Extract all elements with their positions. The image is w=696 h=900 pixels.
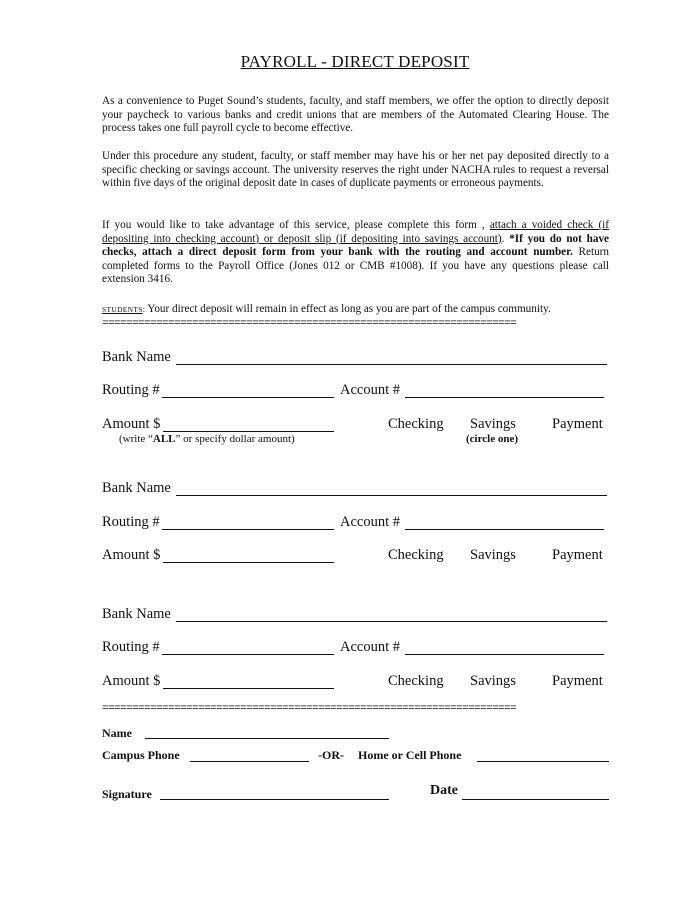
instructions-attach-note: attach a voided check (if depositing into checking account) or deposit slip (if depositing into savings account): [102, 219, 610, 245]
instructions-return: Return completed forms to the Payroll Office (Jones 012 or CMB #1008). If you have any questions please call extension 3416.: [102, 246, 610, 286]
students-colon: :: [142, 305, 145, 314]
campus-phone-label: Campus Phone: [102, 748, 180, 762]
date-label: Date: [430, 783, 458, 798]
amount-label: Amount $: [102, 416, 161, 432]
routing-label: Routing #: [102, 382, 160, 398]
students-label: STUDENTS: [102, 305, 143, 314]
routing-field-2[interactable]: [162, 529, 334, 530]
intro-paragraph: As a convenience to Puget Sound’s students, faculty, and staff members, we offer the option to directly deposit your paycheck to various banks and credit unions that are members of the Automated Clearing House. The process takes one full payroll cycle to become effective.: [102, 95, 609, 135]
checking-option[interactable]: Checking: [388, 416, 444, 432]
amount-field-1[interactable]: [163, 431, 334, 432]
page-title: PAYROLL - DIRECT DEPOSIT: [240, 52, 470, 71]
students-text: Your direct deposit will remain in effect as long as you are part of the campus community.: [147, 303, 551, 315]
payment-option[interactable]: Payment: [552, 416, 603, 432]
payment-option[interactable]: Payment: [552, 547, 603, 563]
bank-name-label: Bank Name: [102, 349, 171, 365]
name-field[interactable]: [145, 738, 389, 739]
savings-option[interactable]: Savings: [470, 416, 516, 432]
students-note: [102, 303, 551, 315]
account-field-1[interactable]: [405, 397, 604, 398]
instructions-period: .: [501, 232, 510, 245]
home-cell-phone-field[interactable]: [477, 761, 609, 762]
bank-name-field-1[interactable]: [176, 364, 607, 365]
account-field-2[interactable]: [405, 529, 604, 530]
amount-label: Amount $: [102, 547, 161, 563]
account-label: Account #: [340, 382, 400, 398]
routing-field-3[interactable]: [162, 654, 334, 655]
account-field-3[interactable]: [405, 654, 604, 655]
payment-option[interactable]: Payment: [552, 673, 603, 689]
campus-phone-field[interactable]: [190, 761, 309, 762]
instructions-bold-note: *If you do not have checks, attach a direct deposit form from your bank with the routing and account number.: [102, 232, 610, 259]
account-label: Account #: [340, 639, 400, 655]
instructions-intro: If you would like to take advantage of this service, please complete this form ,: [102, 219, 490, 231]
bank-name-field-3[interactable]: [176, 621, 607, 622]
amount-hint: [119, 433, 295, 445]
amount-field-2[interactable]: [163, 562, 334, 563]
circle-one-hint: (circle one): [466, 433, 519, 445]
procedure-paragraph: Under this procedure any student, faculty, or staff member may have his or her net pay deposited directly to a specific checking or savings account. The university reserves the right under NACHA rules to request a reversal within five days of the original deposit date in cases of duplicate payments or erroneous payments.: [102, 150, 609, 190]
home-cell-phone-label: Home or Cell Phone: [358, 748, 462, 762]
bank-name-label: Bank Name: [102, 480, 171, 496]
savings-option[interactable]: Savings: [470, 547, 516, 563]
savings-option[interactable]: Savings: [470, 673, 516, 689]
routing-label: Routing #: [102, 514, 160, 530]
amount-hint-all: ALL: [152, 433, 176, 445]
instructions-paragraph: [102, 219, 609, 287]
account-label: Account #: [340, 514, 400, 530]
date-field[interactable]: [462, 799, 609, 800]
signature-field[interactable]: [160, 799, 389, 800]
routing-field-1[interactable]: [162, 397, 334, 398]
or-label: -OR-: [318, 748, 344, 762]
separator-top: =====================================================================: [102, 318, 517, 330]
amount-hint-post: ” or specify dollar amount): [175, 433, 295, 445]
separator-bottom: =====================================================================: [102, 703, 517, 715]
checking-option[interactable]: Checking: [388, 673, 444, 689]
routing-label: Routing #: [102, 639, 160, 655]
amount-label: Amount $: [102, 673, 161, 689]
bank-name-label: Bank Name: [102, 606, 171, 622]
name-label: Name: [102, 726, 132, 740]
signature-label: Signature: [102, 787, 152, 801]
amount-field-3[interactable]: [163, 688, 334, 689]
checking-option[interactable]: Checking: [388, 547, 444, 563]
bank-name-field-2[interactable]: [176, 495, 607, 496]
amount-hint-pre: (write “: [119, 433, 153, 445]
